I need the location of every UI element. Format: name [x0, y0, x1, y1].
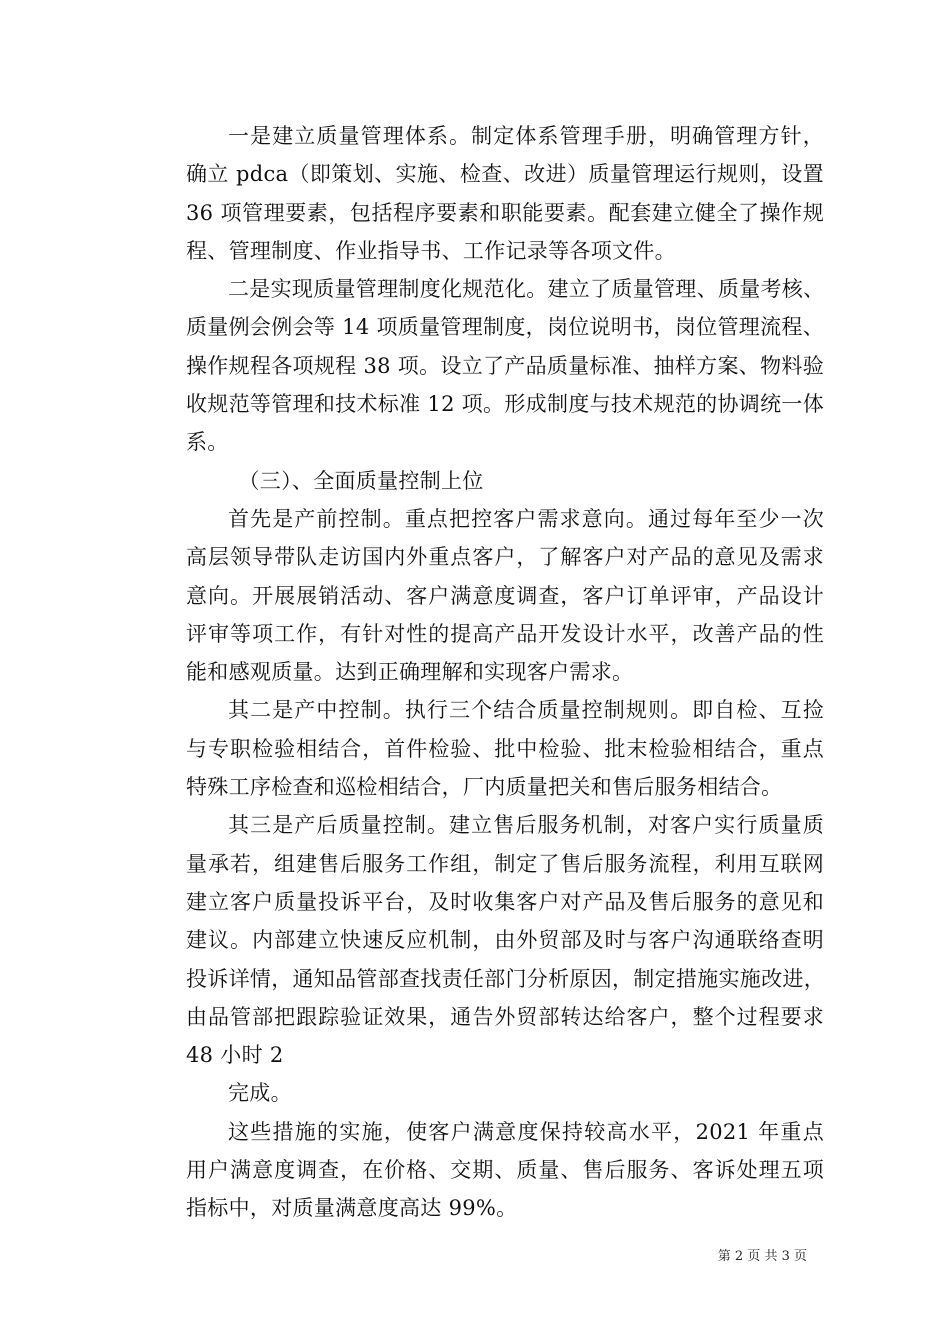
text-line: 投诉详情，通知品管部查找责任部门分析原因，制定措施实施改进，: [186, 966, 825, 991]
text-line: 指标中，对质量满意度高达 99%。: [186, 1196, 518, 1221]
text-line: 二是实现质量管理制度化规范化。建立了质量管理、质量考核、: [228, 277, 825, 302]
text-line: 建议。内部建立快速反应机制，由外贸部及时与客户沟通联络查明: [186, 928, 824, 953]
text-line: 这些措施的实施，使客户满意度保持较高水平，2021 年重点: [228, 1119, 824, 1144]
paragraph-pre-production: [144, 500, 824, 691]
text-line: 程、管理制度、作业指导书、工作记录等各项文件。: [186, 238, 676, 263]
paragraph-institutionalization: [144, 270, 824, 461]
text-line: 48 小时 2: [186, 1043, 284, 1068]
text-line: 其二是产中控制。执行三个结合质量控制规则。即自检、互捡: [228, 698, 824, 723]
text-line: 完成。: [228, 1081, 292, 1106]
text-line: 操作规程各项规程 38 项。设立了产品质量标准、抽样方案、物料验: [186, 353, 824, 378]
text-line: 高层领导带队走访国内外重点客户，了解客户对产品的意见及需求: [186, 545, 824, 570]
text-line: 用户满意度调查，在价格、交期、质量、售后服务、客诉处理五项: [186, 1158, 824, 1183]
text-line: 评审等项工作，有针对性的提高产品开发设计水平，改善产品的性: [186, 621, 824, 646]
text-line: 建立客户质量投诉平台，及时收集客户对产品及售后服务的意见和: [186, 889, 824, 914]
text-line: 由品管部把跟踪验证效果，通告外贸部转达给客户，整个过程要求: [186, 1004, 824, 1029]
page-number-footer: 第 2 页 共 3 页: [717, 1249, 807, 1264]
text-line: 其三是产后质量控制。建立售后服务机制，对客户实行质量质: [228, 813, 824, 838]
text-line: 系。: [186, 430, 229, 455]
section-heading-text: （三）、全面质量控制上位: [238, 468, 484, 493]
paragraph-quality-system: [144, 117, 824, 270]
text-line: 意向。开展展销活动、客户满意度调查，客户订单评审，产品设计: [186, 583, 824, 608]
paragraph-satisfaction: [144, 1113, 824, 1228]
text-line: 首先是产前控制。重点把控客户需求意向。通过每年至少一次: [228, 506, 824, 531]
text-line: 确立 pdca（即策划、实施、检查、改进）质量管理运行规则，设置: [186, 162, 824, 187]
text-line: 量承若，组建售后服务工作组，制定了售后服务流程，利用互联网: [186, 851, 824, 876]
text-line: 一是建立质量管理体系。制定体系管理手册，明确管理方针，: [228, 124, 824, 148]
paragraph-in-production: [144, 691, 824, 806]
paragraph-completion: [144, 1074, 824, 1112]
text-line: 36 项管理要素，包括程序要素和职能要素。配套建立健全了操作规: [186, 200, 824, 225]
text-line: 与专职检验相结合，首件检验、批中检验、批末检验相结合，重点: [186, 736, 824, 761]
text-line: 质量例会例会等 14 项质量管理制度，岗位说明书，岗位管理流程、: [186, 315, 824, 340]
text-line: 能和感观质量。达到正确理解和实现客户需求。: [186, 660, 634, 685]
text-line: 收规范等管理和技术标准 12 项。形成制度与技术规范的协调统一体: [186, 392, 824, 417]
section-heading: [144, 462, 824, 500]
text-line: 特殊工序检查和巡检相结合，厂内质量把关和售后服务相结合。: [186, 775, 783, 800]
paragraph-post-production: [144, 806, 824, 1074]
document-body: [144, 117, 824, 1228]
